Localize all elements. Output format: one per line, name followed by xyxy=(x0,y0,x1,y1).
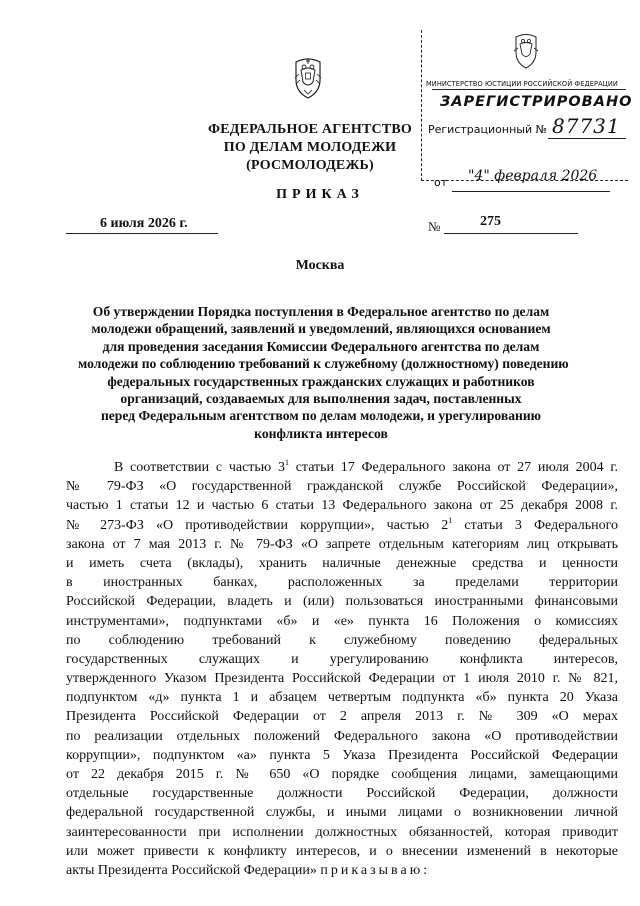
heading-line: молодежи обращений, заявлений и уведомлений, являющихся основанием xyxy=(91,321,551,337)
heading-line: для проведения заседания Комиссии Федерального агентства по делам xyxy=(102,338,540,354)
body-text-fragment: № 273-ФЗ «О противодействии коррупции», частью 2 xyxy=(66,517,449,533)
body-line xyxy=(66,458,618,477)
body-line: утвержденного Указом Президента Российской Федерации от 1 июля 2010 г. № 821, xyxy=(66,671,618,687)
body-line: по соблюдению требований к служебному поведению федеральных xyxy=(66,632,618,648)
superscript: 1 xyxy=(448,515,453,525)
number-underline xyxy=(444,233,578,234)
body-line: инструментами», подпунктами «б» и «е» пункта 16 Положения о комиссиях xyxy=(66,613,618,629)
body-line: подпунктом «д» пункта 1 и абзацем четвертым подпункта «б» пункта 20 Указа xyxy=(66,690,618,706)
body-text-fragment: В соответствии с частью 3 xyxy=(114,460,285,475)
body-line: и иметь счета (вклады), хранить наличные денежные средства и ценности xyxy=(66,555,618,571)
order-verb: приказываю: xyxy=(320,862,431,878)
body-line: федеральной государственной службы, и иными лицами о возникновении личной xyxy=(66,805,618,821)
stamp-reg-number: 87731 xyxy=(552,114,621,138)
date-underline xyxy=(66,233,218,234)
order-number: 275 xyxy=(480,214,501,229)
agency-line-3: (РОСМОЛОДЕЖЬ) xyxy=(246,158,374,173)
body-line: № 79-ФЗ «О государственной гражданской службе Российской Федерации», xyxy=(66,479,618,495)
body-line: коррупции», подпунктом «а» пункта 5 Указа Президента Российской Федерации xyxy=(66,747,618,763)
body-line xyxy=(66,516,618,535)
body-line: частью 1 статьи 12 и частью 6 статьи 13 Федерального закона от 25 декабря 2008 г. xyxy=(66,498,618,514)
document-body xyxy=(66,458,618,880)
body-text-fragment: статьи 3 Федерального xyxy=(452,517,619,533)
heading-line: федеральных государственных гражданских служащих и работников xyxy=(107,373,535,389)
stamp-title: ЗАРЕГИСТРИРОВАНО xyxy=(440,94,633,110)
body-line: государственных служащих и урегулированию конфликта интересов, xyxy=(66,651,618,667)
body-text-fragment: акты Президента Российской Федерации» xyxy=(66,862,321,878)
body-line: Российской Федерации, владеть и (или) пользоваться иностранными финансовыми xyxy=(66,594,618,610)
stamp-reg-underline xyxy=(548,138,626,139)
body-line: закона от 7 мая 2013 г. № 79-ФЗ «О запрете отдельным категориям лиц открывать xyxy=(66,536,618,552)
stamp-divider xyxy=(432,89,626,90)
body-line: Президента Российской Федерации от 2 апреля 2013 г. № 309 «О мерах xyxy=(66,709,618,725)
city: Москва xyxy=(295,258,345,273)
heading-line: молодежи по соблюдению требований к служебному (должностному) поведению xyxy=(78,356,569,372)
number-sign: № xyxy=(428,219,441,234)
heading-line: перед Федеральным агентством по делам молодежи, и урегулированию xyxy=(100,408,542,424)
document-heading xyxy=(78,303,569,442)
stamp-from-label: от xyxy=(434,176,448,189)
order-date: 6 июля 2026 г. xyxy=(100,216,188,231)
body-line: от 22 декабря 2015 г. № 650 «О порядке сообщения лицами, замещающими xyxy=(66,767,618,782)
registration-stamp xyxy=(421,30,633,189)
coat-of-arms-emblem xyxy=(289,56,327,100)
body-line: в иностранных банках, расположенных за пределами территории xyxy=(66,575,618,591)
body-text-fragment: статьи 17 Федерального закона от 27 июля 2004 г. xyxy=(288,460,618,475)
agency-line-2: ПО ДЕЛАМ МОЛОДЕЖИ xyxy=(223,140,397,155)
stamp-reg-date: "4" февраля 2026 xyxy=(468,168,598,184)
stamp-reg-label: Регистрационный № xyxy=(428,123,548,136)
stamp-ministry-name: МИНИСТЕРСТВО ЮСТИЦИИ РОССИЙСКОЙ ФЕДЕРАЦИИ xyxy=(426,80,618,88)
heading-line: конфликта интересов xyxy=(254,425,388,441)
body-line: по реализации отдельных положений Федерального закона «О противодействии xyxy=(66,728,618,744)
superscript: 1 xyxy=(284,458,289,467)
body-line: или может привести к конфликту интересов, и о внесении изменений в некоторые xyxy=(66,843,618,859)
agency-line-1: ФЕДЕРАЛЬНОЕ АГЕНТСТВО xyxy=(208,122,412,137)
body-line: заинтересованности при исполнении должностных обязанностей, которая приводит xyxy=(66,824,618,840)
stamp-date-underline xyxy=(452,191,610,192)
stamp-emblem-icon xyxy=(510,32,542,70)
body-line xyxy=(66,861,618,880)
heading-line: организаций, создаваемых для выполнения задач, поставленных xyxy=(120,391,522,407)
order-title: ПРИКАЗ xyxy=(276,187,364,202)
agency-name xyxy=(200,121,420,175)
heading-line: Об утверждении Порядка поступления в Федеральное агентство по делам xyxy=(92,304,550,319)
body-line: отдельные государственные должности Российской Федерации, должности xyxy=(66,786,618,802)
